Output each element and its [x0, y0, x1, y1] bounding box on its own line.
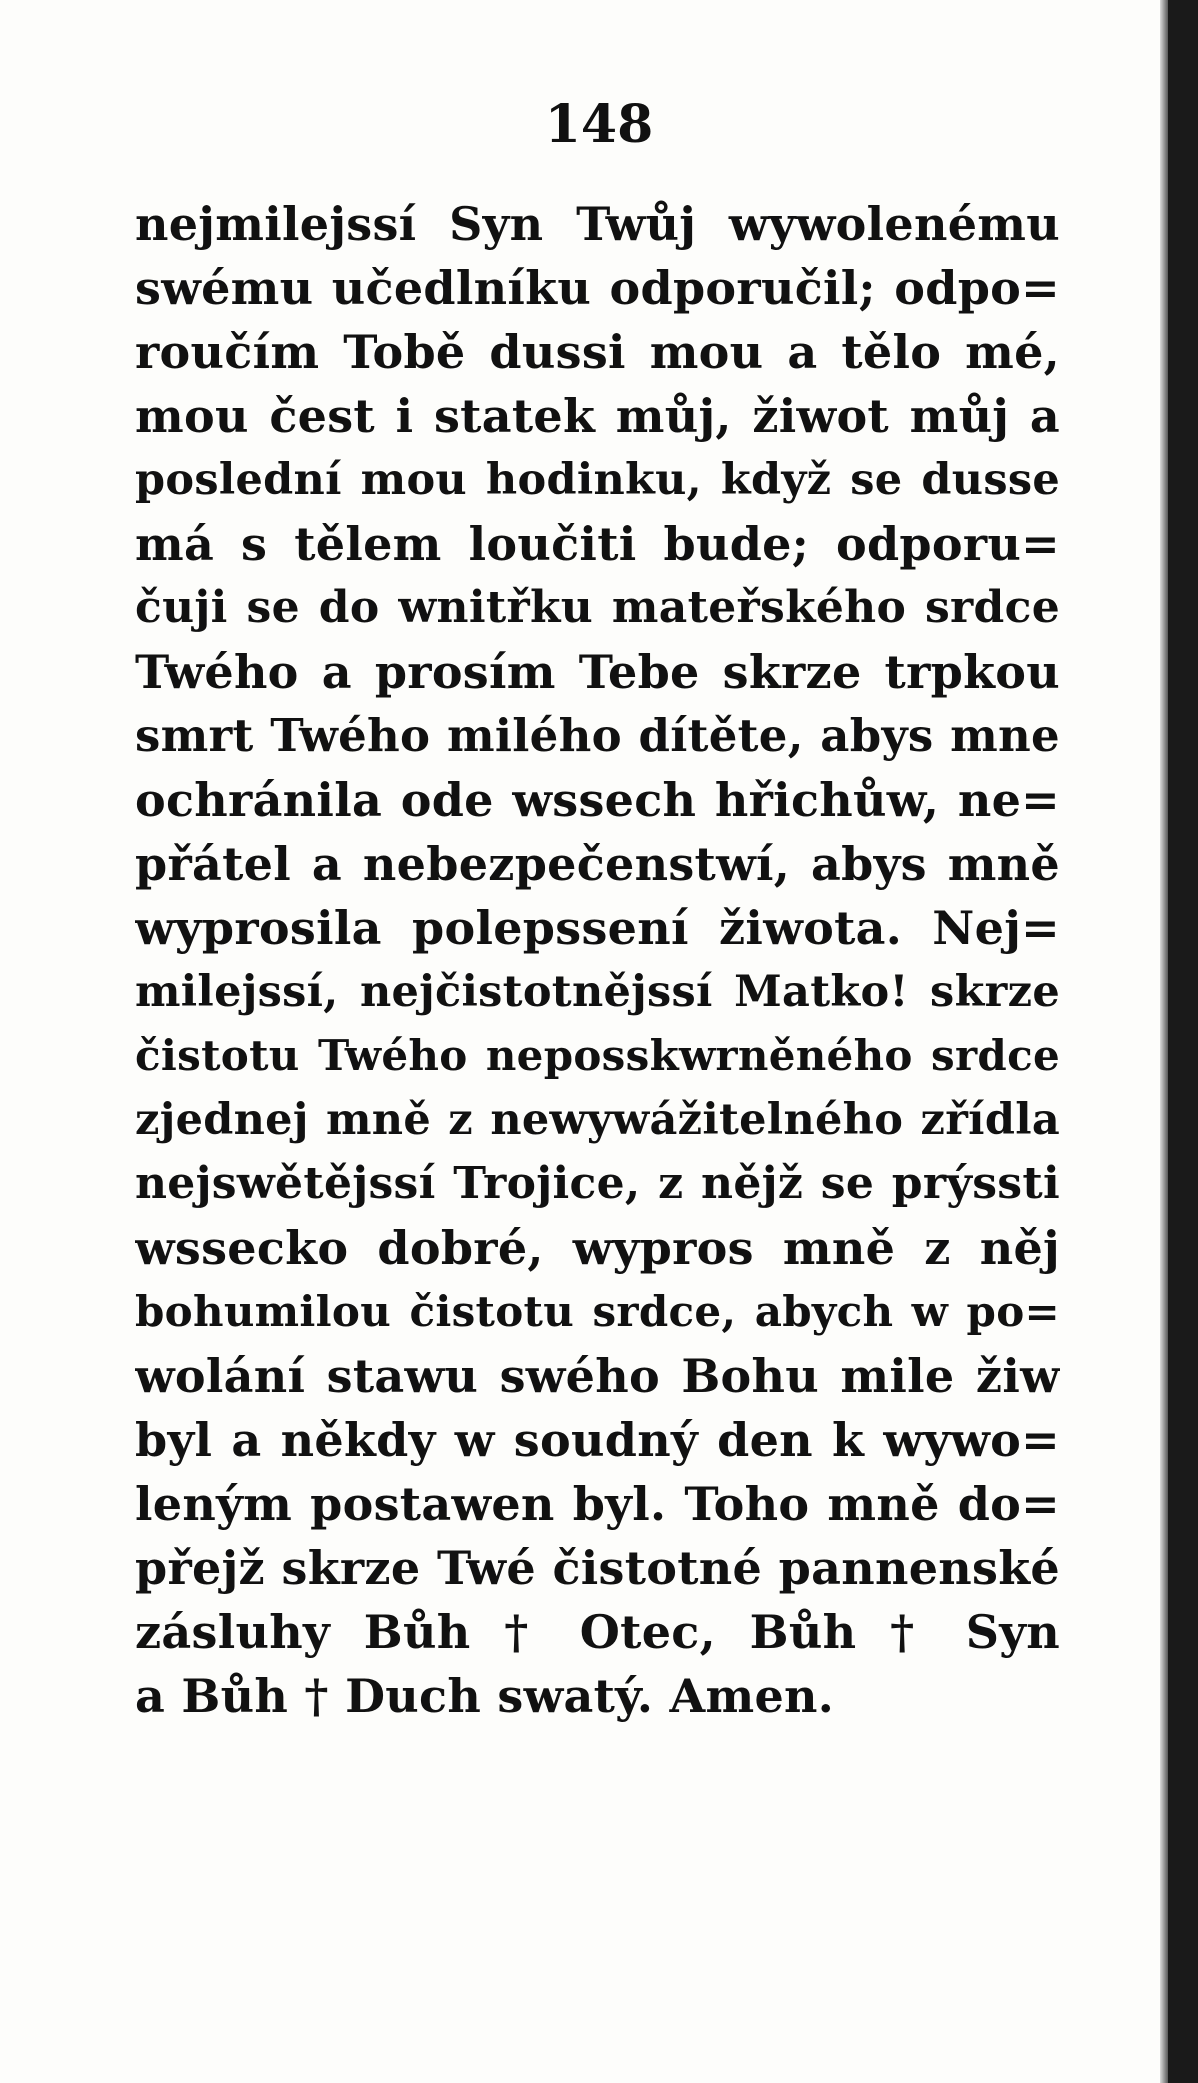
book-spine-edge — [1168, 0, 1198, 2083]
text-line: wyprosila polepssení žiwota. Nej= — [135, 901, 1060, 955]
text-line: byl a někdy w soudný den k wywo= — [135, 1413, 1060, 1467]
text-line: roučím Tobě dussi mou a tělo mé, — [135, 325, 1060, 379]
text-line: zjednej mně z newywážitelného zřídla — [135, 1095, 1060, 1145]
prayer-text — [135, 192, 1060, 1728]
text-line: bohumilou čistotu srdce, abych w po= — [135, 1287, 1060, 1336]
page-number: 148 — [544, 94, 654, 155]
text-line: čuji se do wnitřku mateřského srdce — [135, 582, 1060, 633]
text-line: nejmilejssí Syn Twůj wywolenému — [135, 197, 1060, 251]
text-line: mou čest i statek můj, žiwot můj a — [135, 389, 1060, 443]
text-line: má s tělem loučiti bude; odporu= — [135, 517, 1060, 571]
text-line: wolání stawu swého Bohu mile žiw — [135, 1349, 1060, 1403]
page-edge-shadow — [1160, 0, 1168, 2083]
text-line: přátel a nebezpečenstwí, abys mně — [135, 837, 1060, 891]
text-line: milejssí, nejčistotnějssí Matko! skrze — [135, 967, 1060, 1017]
text-line: smrt Twého milého dítěte, abys mne — [135, 709, 1060, 762]
text-line: poslední mou hodinku, když se dusse — [135, 455, 1060, 505]
text-line: čistotu Twého neposskwrněného srdce — [135, 1031, 1060, 1080]
text-line: zásluhy Bůh † Otec, Bůh † Syn — [135, 1605, 1060, 1659]
text-line: přejž skrze Twé čistotné pannenské — [135, 1541, 1060, 1595]
text-line: a Bůh † Duch swatý. Amen. — [135, 1669, 835, 1723]
text-line: wsseckо dobré, wypros mně z něj — [135, 1221, 1060, 1275]
text-line: ochránila ode wssech hřichůw, ne= — [135, 773, 1060, 827]
text-line: swému učedlníku odporučil; odpo= — [135, 261, 1060, 315]
text-line: leným postawen byl. Toho mně do= — [135, 1477, 1060, 1531]
text-line: nejswětějssí Trojice, z nějž se prýssti — [135, 1158, 1060, 1209]
text-line: Twého a prosím Tebe skrze trpkou — [135, 645, 1060, 699]
